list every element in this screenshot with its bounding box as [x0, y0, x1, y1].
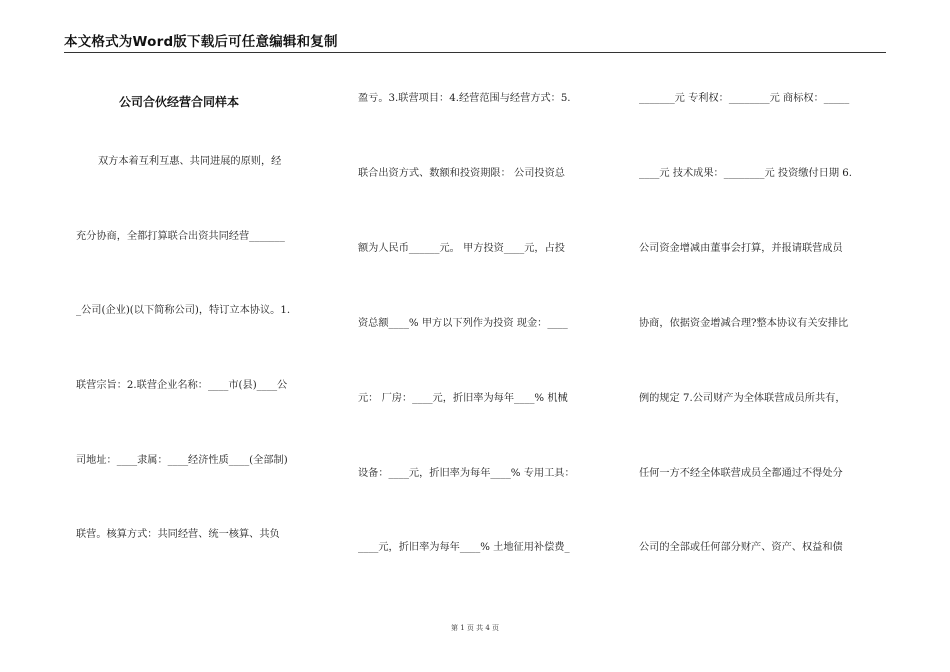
paragraph-line: ____元，折旧率为每年____% 土地征用补偿费_: [358, 542, 570, 553]
paragraph-line: 联营。核算方式：共同经营、统一核算、共负: [76, 529, 280, 540]
paragraph-line: _公司(企业)(以下简称公司)，特订立本协议。1.: [76, 305, 291, 316]
paragraph-line: 联合出资方式、数额和投资期限： 公司投资总: [358, 168, 565, 179]
paragraph-line: 例的规定 7.公司财产为全体联营成员所共有，: [639, 393, 846, 404]
paragraph-line: 资总额____% 甲方以下列作为投资 现金：____: [358, 318, 568, 329]
page-number: 第 1 页 共 4 页: [450, 624, 500, 632]
paragraph-line: 设备：____元，折旧率为每年____% 专用工具：: [358, 468, 575, 479]
paragraph-line: 盈亏。3.联营项目：4.经营范围与经营方式：5.: [358, 93, 571, 104]
paragraph-line: ____元 技术成果：________元 投资缴付日期 6.: [639, 168, 852, 179]
paragraph-line: 司地址：____隶属：____经济性质____(全部制): [76, 455, 288, 466]
document-title: 公司合伙经营合同样本: [119, 95, 240, 109]
paragraph-line: 公司的全部或任何部分财产、资产、权益和债: [639, 542, 843, 553]
paragraph-line: 双方本着互利互惠、共同进展的原则，经: [98, 156, 282, 167]
paragraph-line: 联营宗旨：2.联营企业名称：____市(县)____公: [76, 380, 288, 391]
paragraph-line: 协商，依据资金增减合理?整本协议有关安排比: [639, 318, 849, 329]
paragraph-line: _______元 专利权：________元 商标权：_____: [639, 93, 850, 104]
paragraph-line: 元： 厂房：____元，折旧率为每年____% 机械: [358, 393, 568, 404]
paragraph-line: 额为人民币______元。 甲方投资____元，占投: [358, 243, 565, 254]
paragraph-line: 任何一方不经全体联营成员全都通过不得处分: [639, 468, 843, 479]
header-banner: [64, 34, 886, 53]
header-banner-text: 本文格式为Word版下载后可任意编辑和复制: [64, 34, 338, 50]
paragraph-line: 充分协商，全都打算联合出资共同经营_______: [76, 231, 285, 242]
paragraph-line: 公司资金增减由董事会打算，并报请联营成员: [639, 243, 843, 254]
